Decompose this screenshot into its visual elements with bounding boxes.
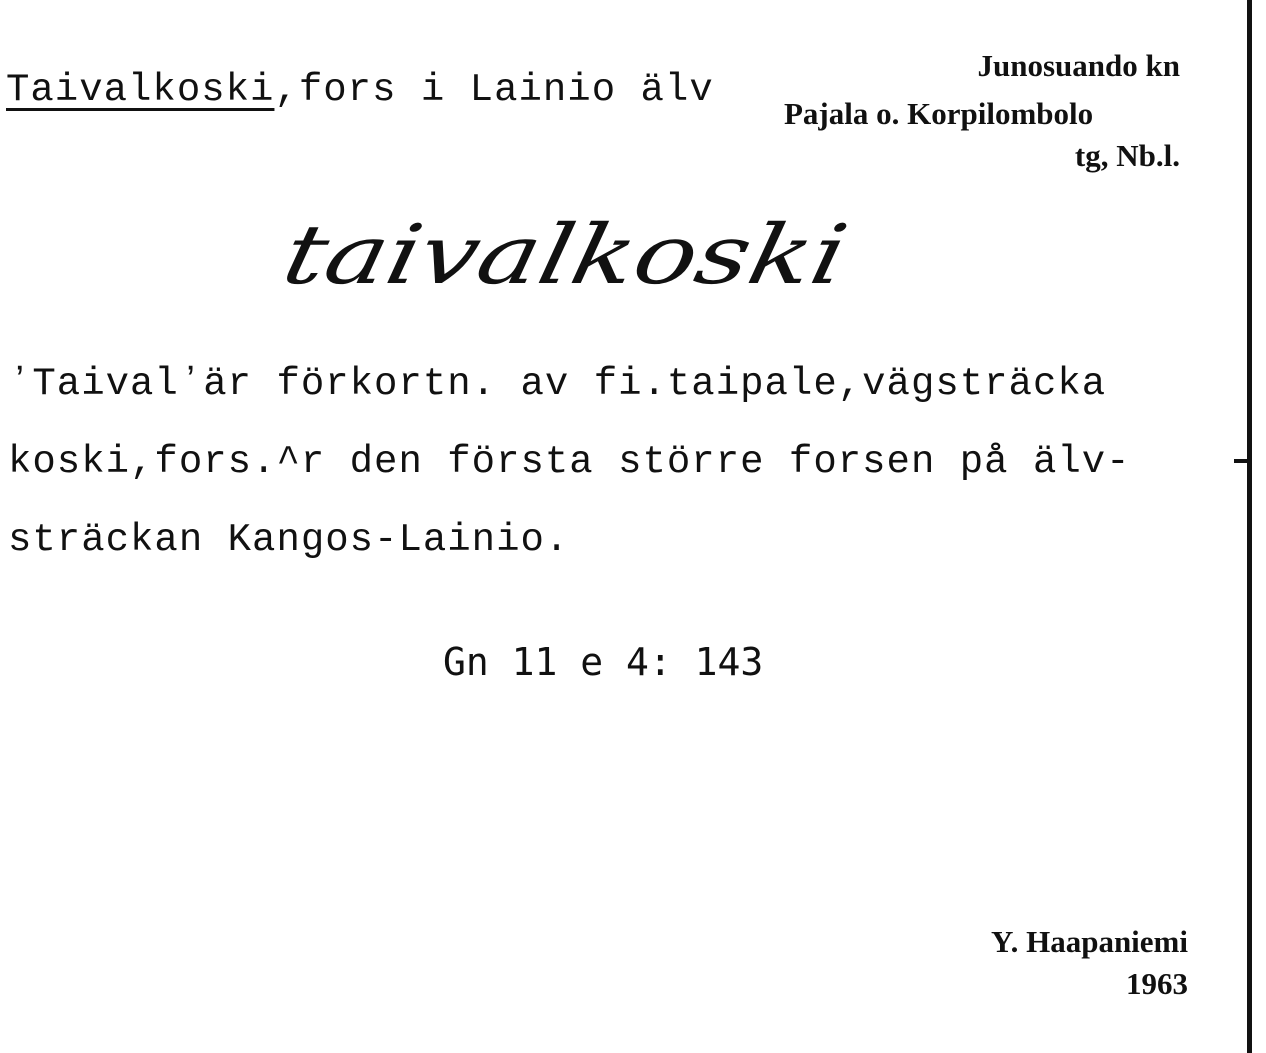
card-edge-tick <box>1234 459 1252 463</box>
headword-description: ,fors i Lainio älv <box>274 68 714 112</box>
handwritten-form-drawing <box>270 205 860 310</box>
location-parish: Junosuando kn <box>977 48 1180 83</box>
signature-name: Y. Haapaniemi <box>991 924 1188 959</box>
body-line-2: koski,fors.^r den första större forsen på älv- <box>8 440 1131 484</box>
signature-year: 1963 <box>1126 966 1188 1001</box>
location-county: tg, Nb.l. <box>1074 138 1180 173</box>
body-line-1: ʼTaivalʼär förkortn. av fi.taipale,vägsträcka <box>8 362 1107 406</box>
body-line-3: sträckan Kangos-Lainio. <box>8 518 570 562</box>
handwritten-form-text: taivalkoski <box>275 206 743 303</box>
card-edge-line <box>1247 0 1252 1053</box>
headword: Taivalkoski <box>6 68 275 112</box>
handwritten-form <box>270 205 860 310</box>
archive-reference: Gn 11 e 4: 143 <box>443 640 764 684</box>
location-municipality: Pajala o. Korpilombolo <box>784 96 1094 131</box>
headword-line <box>6 68 714 112</box>
